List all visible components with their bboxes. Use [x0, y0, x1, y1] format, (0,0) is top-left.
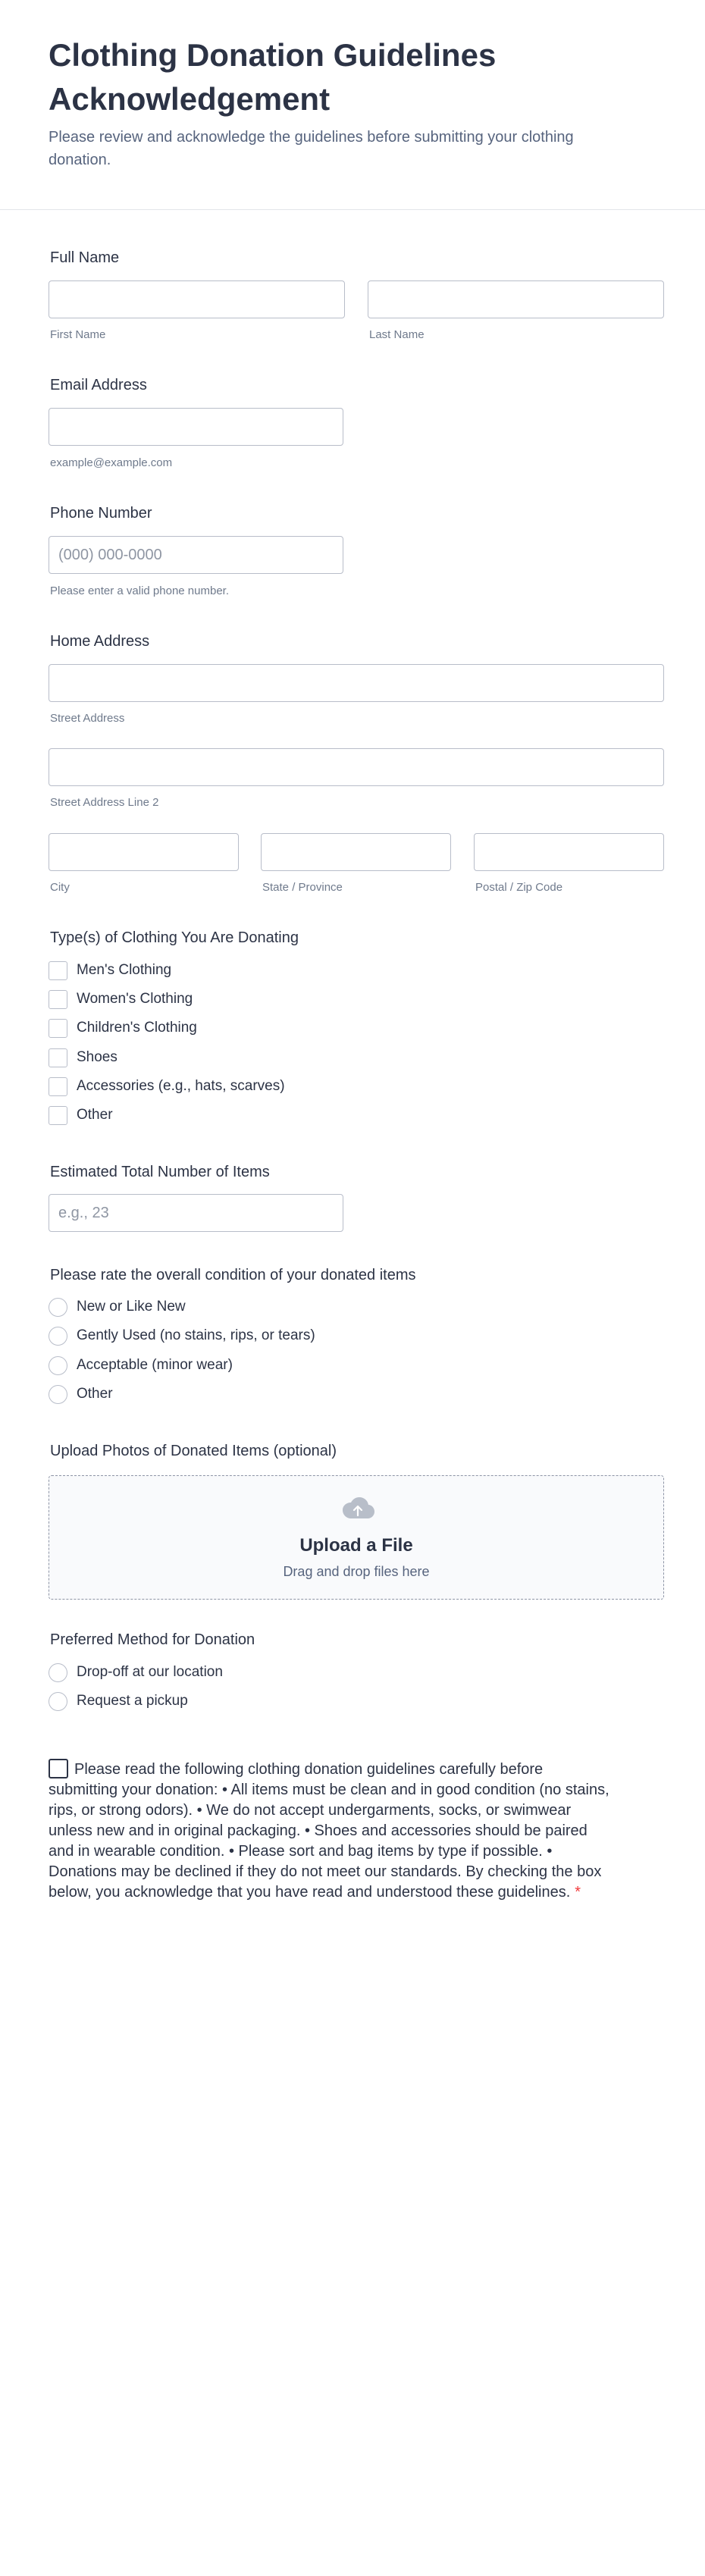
first-name-input[interactable]: [49, 280, 345, 318]
radio-label: New or Like New: [77, 1299, 186, 1315]
city-input[interactable]: [49, 833, 239, 871]
email-label: Email Address: [50, 377, 147, 393]
item-count-input[interactable]: [49, 1194, 343, 1232]
email-input[interactable]: [49, 408, 343, 446]
guidelines-acknowledgement: [49, 1759, 609, 1903]
checkbox-label: Men's Clothing: [77, 962, 172, 978]
email-sublabel: example@example.com: [50, 456, 173, 469]
checkbox-label: Women's Clothing: [77, 991, 193, 1007]
checkbox-mens-clothing[interactable]: [49, 960, 171, 981]
radio-label: Other: [77, 1386, 113, 1402]
photos-label: Upload Photos of Donated Items (optional): [50, 1443, 337, 1459]
radio-pickup[interactable]: [49, 1691, 188, 1712]
checkbox-box[interactable]: [49, 1019, 67, 1038]
radio-circle[interactable]: [49, 1385, 67, 1404]
radio-label: Request a pickup: [77, 1693, 188, 1709]
full-name-label: Full Name: [50, 249, 120, 266]
radio-circle[interactable]: [49, 1298, 67, 1317]
form-subtitle: Please review and acknowledge the guidelines before submitting your clothing donation.: [49, 129, 574, 168]
street-address-sublabel: Street Address: [50, 712, 125, 725]
street-address-input[interactable]: [49, 664, 664, 702]
state-sublabel: State / Province: [262, 881, 343, 894]
upload-subtitle: Drag and drop files here: [283, 1564, 430, 1579]
phone-sublabel: Please enter a valid phone number.: [50, 584, 229, 597]
cloud-upload-icon: [340, 1494, 376, 1521]
checkbox-box[interactable]: [49, 1048, 67, 1067]
radio-new-like-new[interactable]: [49, 1296, 186, 1318]
checkbox-box[interactable]: [49, 1106, 67, 1125]
checkbox-accessories[interactable]: [49, 1076, 285, 1097]
radio-circle[interactable]: [49, 1663, 67, 1682]
address-label: Home Address: [50, 633, 150, 650]
checkbox-box[interactable]: [49, 1077, 67, 1096]
checkbox-box[interactable]: [49, 961, 67, 980]
checkbox-womens-clothing[interactable]: [49, 989, 193, 1010]
acknowledge-checkbox[interactable]: [49, 1759, 68, 1778]
checkbox-box[interactable]: [49, 990, 67, 1009]
checkbox-label: Shoes: [77, 1049, 118, 1065]
radio-circle[interactable]: [49, 1327, 67, 1346]
phone-label: Phone Number: [50, 505, 152, 522]
radio-label: Gently Used (no stains, rips, or tears): [77, 1327, 315, 1343]
radio-circle[interactable]: [49, 1692, 67, 1711]
radio-label: Acceptable (minor wear): [77, 1357, 233, 1373]
checkbox-shoes[interactable]: [49, 1047, 118, 1068]
zip-input[interactable]: [474, 833, 664, 871]
first-name-sublabel: First Name: [50, 328, 106, 341]
required-asterisk: *: [575, 1884, 581, 1901]
radio-label: Drop-off at our location: [77, 1664, 223, 1680]
form-title: Clothing Donation Guidelines Acknowledgement: [49, 37, 497, 117]
upload-title: Upload a File: [299, 1535, 413, 1556]
guidelines-text: Please read the following clothing donation guidelines carefully before submitting your donation: • All items must be clean and in good condition (no stains, rips, or strong odors). • We do not accept undergarments, socks, or swimwear unless new and in original packaging. • Shoes and accessories should be paired and in wearable condition. • Please sort and bag items by type if possible. • Donations may be declined if they do not meet our standards. By checking the box below, you acknowledge that you have read and understood these guidelines.: [49, 1761, 609, 1901]
item-count-label: Estimated Total Number of Items: [50, 1164, 270, 1180]
zip-sublabel: Postal / Zip Code: [475, 881, 563, 894]
file-upload-dropzone[interactable]: [49, 1475, 664, 1600]
checkbox-other[interactable]: [49, 1105, 113, 1126]
street-address-2-sublabel: Street Address Line 2: [50, 796, 159, 809]
radio-acceptable[interactable]: [49, 1355, 233, 1376]
radio-drop-off[interactable]: [49, 1662, 223, 1683]
radio-condition-other[interactable]: [49, 1384, 113, 1405]
header-divider: [0, 209, 705, 210]
last-name-input[interactable]: [368, 280, 664, 318]
phone-input[interactable]: [49, 536, 343, 574]
form-header: [49, 33, 655, 171]
state-input[interactable]: [261, 833, 451, 871]
checkbox-childrens-clothing[interactable]: [49, 1017, 197, 1039]
radio-circle[interactable]: [49, 1356, 67, 1375]
checkbox-label: Accessories (e.g., hats, scarves): [77, 1078, 285, 1094]
city-sublabel: City: [50, 881, 70, 894]
condition-label: Please rate the overall condition of your donated items: [50, 1267, 416, 1283]
radio-gently-used[interactable]: [49, 1325, 315, 1346]
donation-method-label: Preferred Method for Donation: [50, 1631, 255, 1648]
street-address-2-input[interactable]: [49, 748, 664, 786]
clothing-types-label: Type(s) of Clothing You Are Donating: [50, 929, 299, 946]
last-name-sublabel: Last Name: [369, 328, 425, 341]
checkbox-label: Other: [77, 1107, 113, 1123]
checkbox-label: Children's Clothing: [77, 1020, 197, 1036]
